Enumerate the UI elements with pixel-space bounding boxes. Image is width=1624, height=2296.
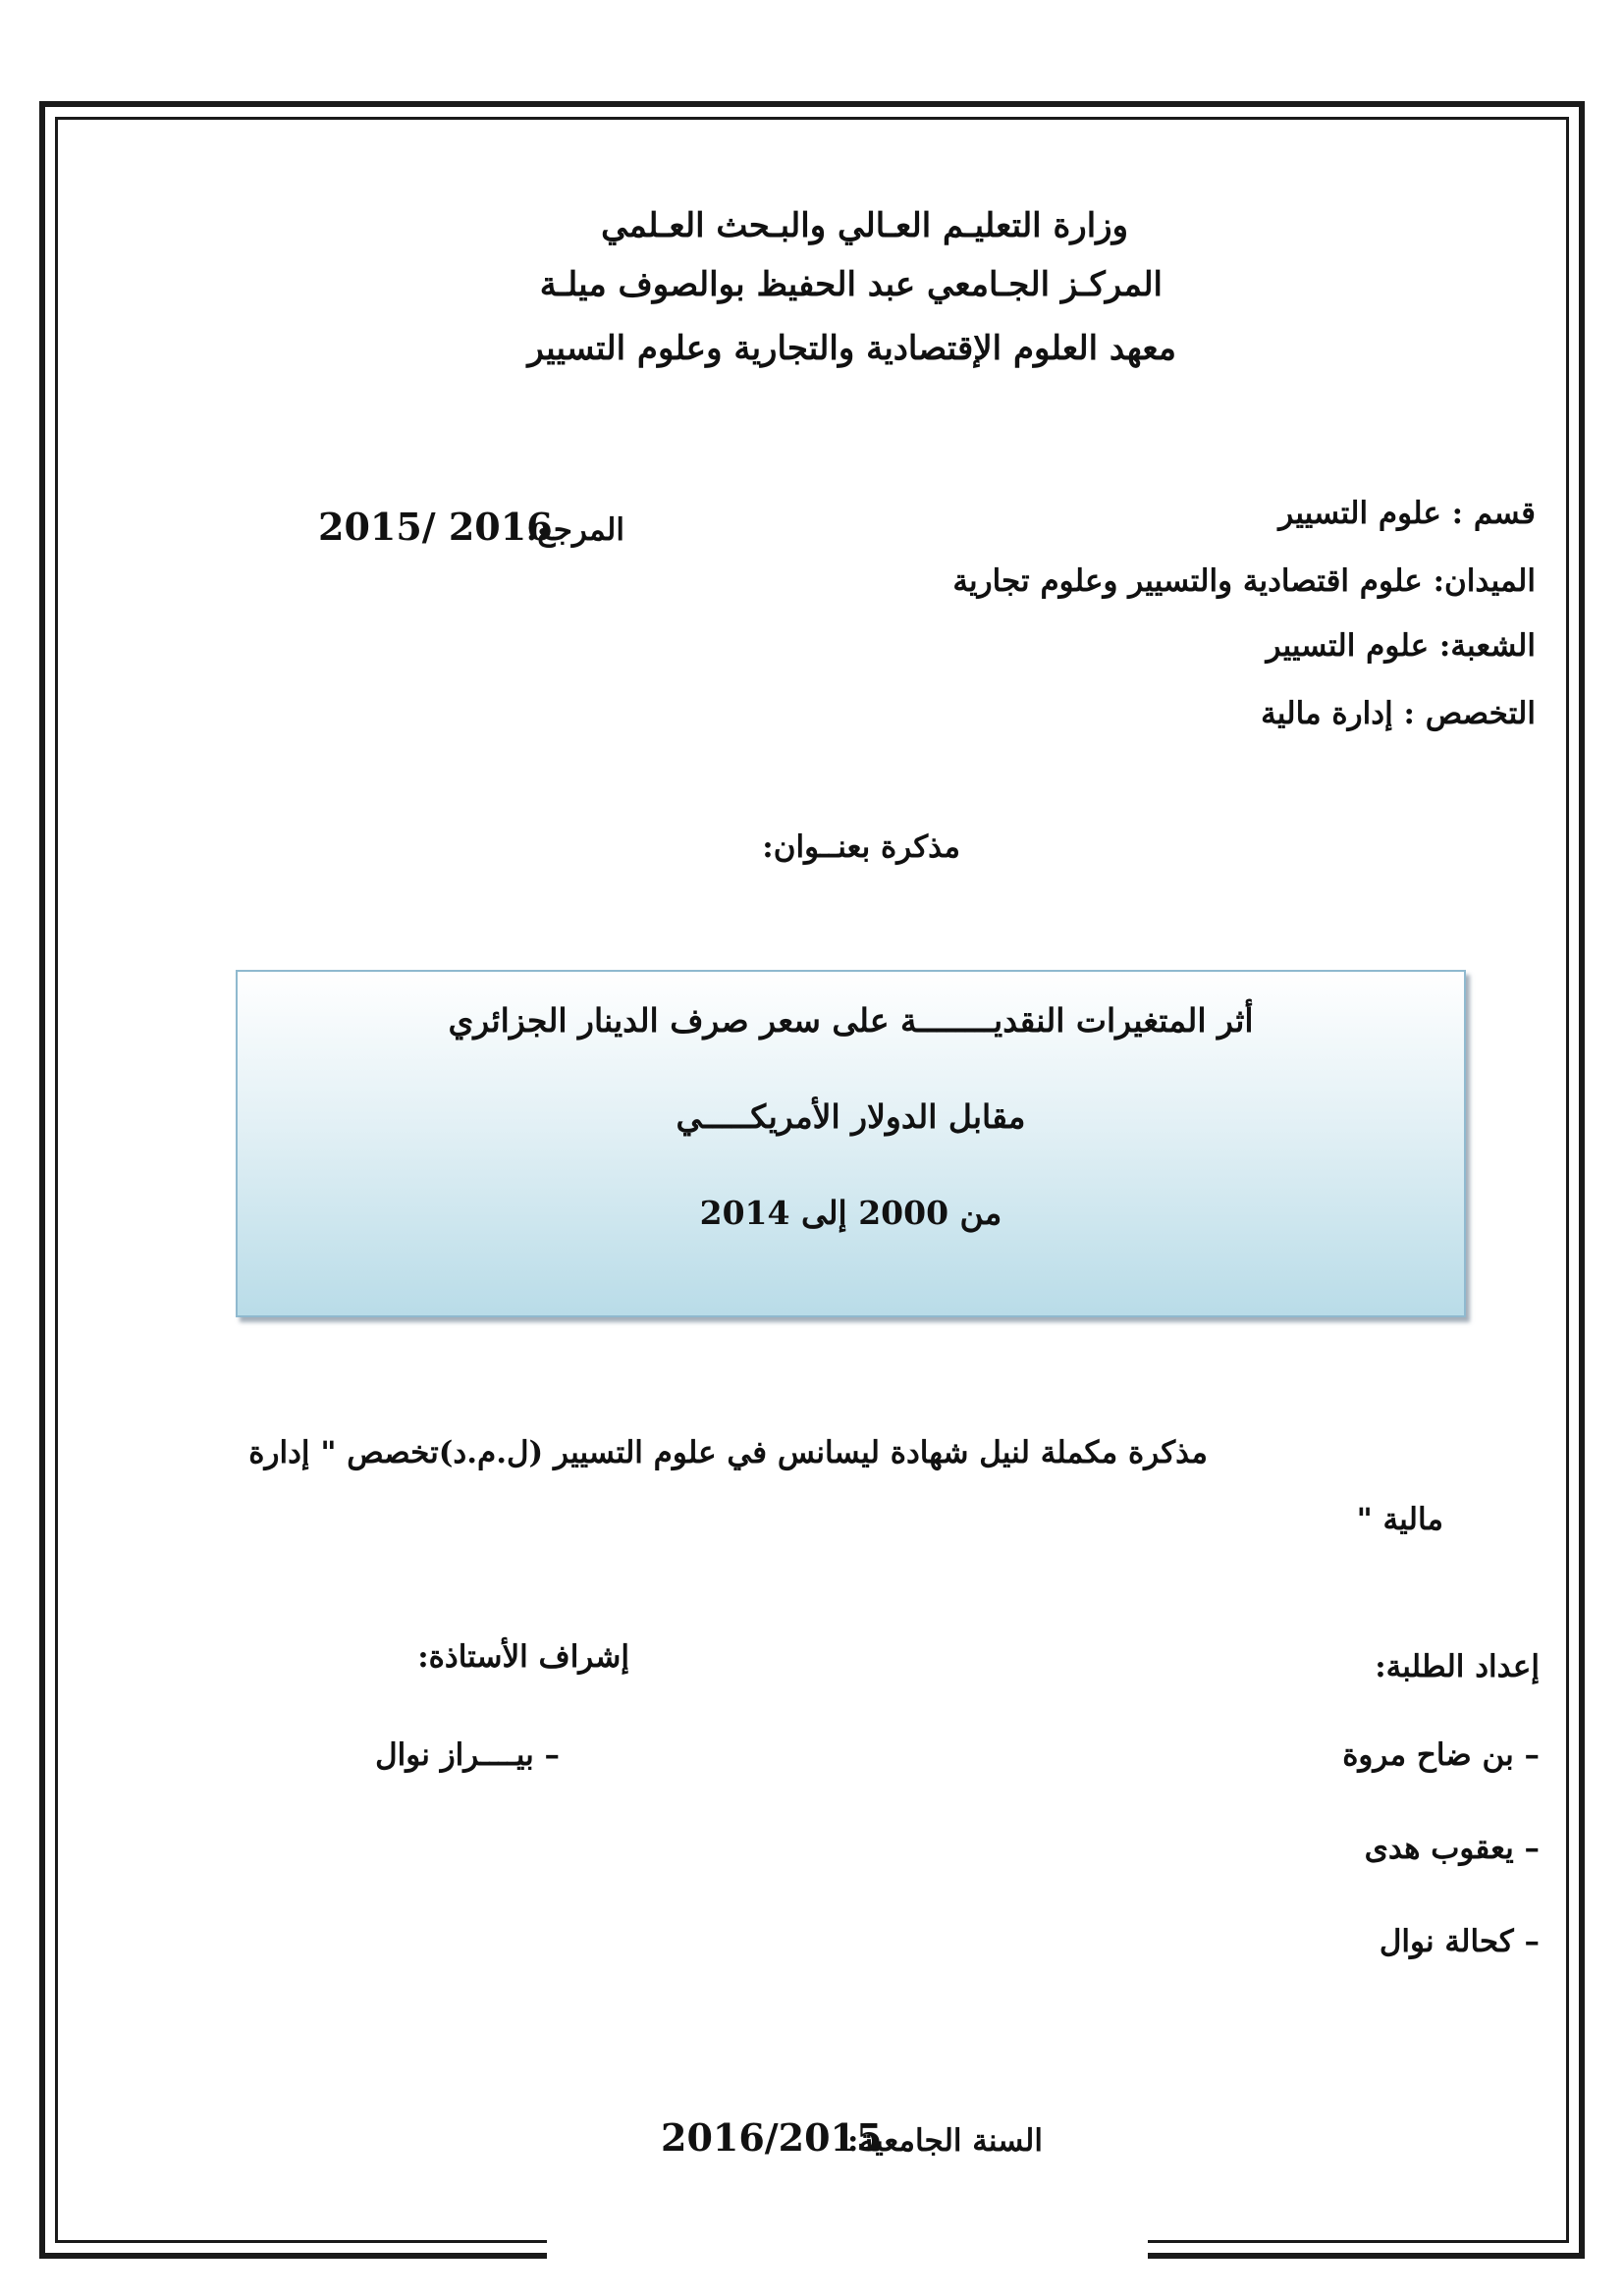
reference-label: المرجع:: [525, 512, 624, 548]
degree-statement-line-1: مذكرة مكملة لنيل شهادة ليسانس في علوم التسيير (ل.م.د)تخصص " إدارة: [248, 1435, 1208, 1470]
academic-year-label: السنة الجامعية:: [847, 2123, 1043, 2159]
memo-title-label: مذكرة بعنــوان:: [762, 829, 960, 865]
branch-line: الشعبة: علوم التسيير: [1266, 628, 1536, 664]
supervisor-name: – بيــــراز نوال: [375, 1737, 560, 1773]
student-name: – كحالة نوال: [1379, 1924, 1540, 1959]
supervisor-label: إشراف الأستاذة:: [417, 1639, 629, 1675]
institute-heading: معهد العلوم الإقتصادية والتجارية وعلوم التسيير: [527, 329, 1176, 368]
degree-statement-line-2: مالية ": [1356, 1502, 1443, 1537]
thesis-title-line-2: مقابل الدولار الأمريكـــــي: [676, 1097, 1026, 1136]
reference-value: 2015/ 2016: [318, 505, 553, 549]
specialty-line: التخصص : إدارة مالية: [1261, 696, 1536, 731]
students-label: إعداد الطلبة:: [1375, 1649, 1540, 1684]
thesis-title-line-1: أثر المتغيرات النقديــــــــة على سعر صرف الدينار الجزائري: [448, 1001, 1254, 1040]
academic-year-value: 2016/2015: [661, 2115, 883, 2160]
university-center-heading: المركـز الجـامعي عبد الحفيظ بوالصوف ميلـة: [539, 265, 1163, 304]
ministry-heading: وزارة التعليـم العـالي والبـحث العـلمي: [601, 206, 1128, 245]
student-name: – يعقوب هدى: [1364, 1831, 1540, 1866]
thesis-title-box: [236, 970, 1466, 1317]
thesis-title-line-3: من 2000 إلى 2014: [699, 1194, 1002, 1232]
department-line: قسم : علوم التسيير: [1278, 496, 1536, 531]
page-border-gap: [547, 2228, 1148, 2268]
student-name: – بن ضاح مروة: [1342, 1737, 1540, 1773]
field-line: الميدان: علوم اقتصادية والتسيير وعلوم تجارية: [952, 563, 1536, 599]
